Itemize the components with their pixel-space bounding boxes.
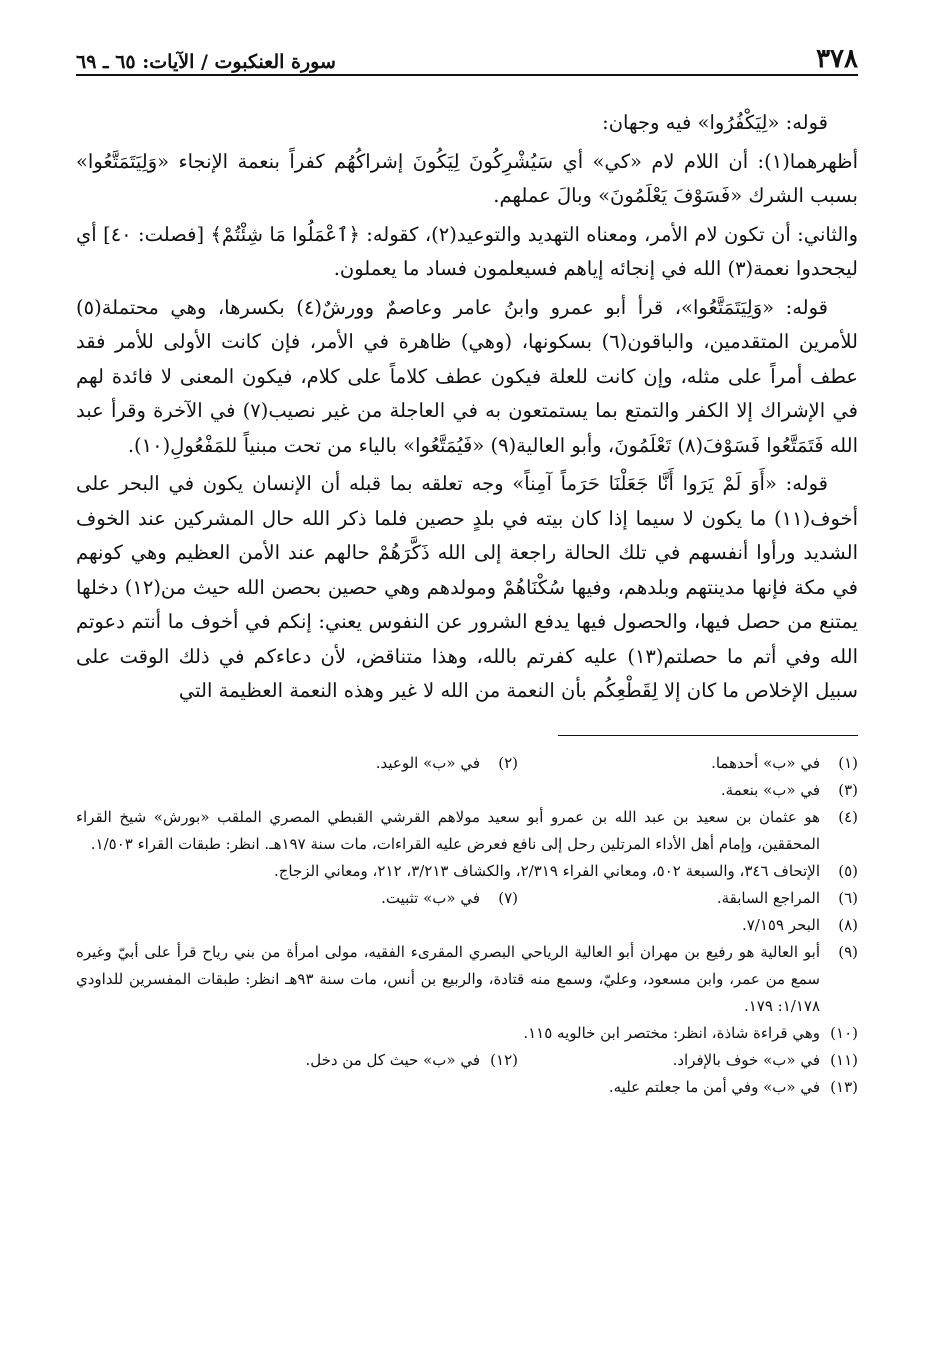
footnote-text: المراجع السابقة. <box>716 888 820 907</box>
footnote-8 <box>76 912 858 939</box>
footnote-text: في «ب» تثبيت. <box>381 888 480 907</box>
footnote-number: (١) <box>838 753 858 772</box>
footnote-5 <box>76 858 858 885</box>
footnotes <box>76 750 858 1101</box>
running-title: سورة العنكبوت / الآيات: ٦٥ ـ ٦٩ <box>76 51 336 73</box>
footnote-number: (١٣) <box>830 1077 858 1096</box>
footnote-2 <box>178 750 518 777</box>
footnote-number: (٤) <box>838 807 858 826</box>
footnote-text: في «ب» وفي أمن ما جعلتم عليه. <box>608 1077 820 1096</box>
footnote-number: (١١) <box>830 1050 858 1069</box>
footnote-text: وهي قراءة شاذة، انظر: مختصر ابن خالويه ١١٥. <box>523 1023 820 1042</box>
footnote-number: (١٢) <box>490 1050 518 1069</box>
footnote-6 <box>518 885 858 912</box>
paragraph-4: قوله: «وَلِيَتَمَتَّعُوا»، قرأ أبو عمرو وابنُ عامر وعاصمٌ وورشٌ(٤) بكسرها، وهي محتملة(٥) للأمرين المتقدمين، والباقون(٦) بسكونها، (وهي) ظاهرة في الأمر، فإن كانت الأولى للأمر فقد عطف أمراً على مثله، وإن كانت للعلة فيكون عطف كلاماً على كلام، فيكون المعنى لا فائدة لهم في الإشراك إلا الكفر والتمتع بما يستمتعون به في العاجلة من غير نصيب(٧) في الآخرة وقرأ عبد الله فَتَمَتَّعُوا فَسَوْفَ(٨) تَعْلَمُونَ، وأبو العالية(٩) «فَيُمَتَّعُوا» بالياء من تحت مبنياً للمَفْعُولِ(١٠). <box>76 295 858 457</box>
footnote-text: الإتحاف ٣٤٦، والسبعة ٥٠٢، ومعاني الفراء ٢/٣١٩، والكشاف ٣/٢١٣، ٢١٢، ومعاني الزجاج. <box>273 861 820 880</box>
footnote-row <box>76 1047 858 1074</box>
footnote-number: (٩) <box>838 942 858 961</box>
footnote-1 <box>518 750 858 777</box>
footnote-4 <box>76 804 858 858</box>
paragraph-2: أظهرهما(١): أن اللام لام «كي» أي سَيُشْرِكُونَ لِيَكُونَ إشراكُهُم كفراً بنعمة الإنجاء «وَلِيَتَمَتَّعُوا» بسبب الشرك «فَسَوْفَ يَعْلَمُونَ» وبالَ عملهم. <box>76 149 858 207</box>
footnote-separator <box>558 735 858 736</box>
footnote-number: (٨) <box>838 915 858 934</box>
footnote-text: في «ب» خوف بالإفراد. <box>672 1050 820 1069</box>
paragraph-3: والثاني: أن تكون لام الأمر، ومعناه التهديد والتوعيد(٢)، كقوله: ﴿ٱعْمَلُوا مَا شِئْتُمْ﴾ [فصلت: ٤٠] أي ليجحدوا نعمة(٣) الله في إنجائه إياهم فسيعلمون فساد ما يعملون. <box>76 222 858 280</box>
footnote-number: (٦) <box>838 888 858 907</box>
footnote-number: (٥) <box>838 861 858 880</box>
footnote-text: في «ب» الوعيد. <box>375 753 480 772</box>
footnote-text: في «ب» حيث كل من دخل. <box>305 1050 480 1069</box>
footnote-number: (٧) <box>498 888 518 907</box>
footnote-13 <box>76 1074 858 1101</box>
footnote-text: أبو العالية هو رفيع بن مهران أبو العالية الرياحي البصري المقرىء الفقيه، مولى امرأة من بني رياح قرأ على أبيّ وغيره سمع من عمر، وابن مسعود، وعليّ، وسمع منه قتادة، والربيع بن أنس، مات سنة ٩٣هـ انظر: طبقات المفسرين للداودي ١/١٧٨: ١٧٩. <box>76 942 820 1015</box>
footnote-12 <box>178 1047 518 1074</box>
footnote-number: (٣) <box>838 780 858 799</box>
footnote-3 <box>76 777 858 804</box>
paragraph-1: قوله: «لِيَكْفُرُوا» فيه وجهان: <box>602 111 828 134</box>
footnote-text: في «ب» بنعمة. <box>720 780 820 799</box>
footnote-10 <box>76 1020 858 1047</box>
footnote-11 <box>518 1047 858 1074</box>
paragraph-5: قوله: «أَوَ لَمْ يَرَوا أَنَّا جَعَلْنَا حَرَماً آمِناً» وجه تعلقه بما قبله أن الإنسان يكون في البحر على أخوف(١١) ما يكون لا سيما إذا كان بيته في بلدٍ حصين فلما ذكر الله حال المشركين عند الخوف الشديد ورأوا أنفسهم في تلك الحالة راجعة إلى الله ذَكَّرَهُمْ حالهم عند الأمن العظيم وهي كونهم في مكة فإنها مدينتهم وبلدهم، وفيها سُكْنَاهُمْ ومولدهم وهي حصين بحصن الله حيث من(١٢) دخلها يمتنع من حصل فيها، والحصول فيها يدفع الشرور عن النفوس يعني: إنكم في أخوف ما أنتم دعوتم الله وفي أتم ما حصلتم(١٣) عليه كفرتم بالله، وهذا متناقض، لأن دعاءكم في ذلك الوقت على سبيل الإخلاص ما كان إلا لِقَطْعِكُم بأن النعمة من الله لا غير وهذه النعمة العظيمة التي <box>76 472 858 702</box>
footnote-7 <box>178 885 518 912</box>
footnote-row <box>76 750 858 777</box>
footnote-text: هو عثمان بن سعيد بن عبد الله بن عمرو أبو سعيد مولاهم القرشي القبطي المصري الملقب «بورش» شيخ القراء المحققين، وإمام أهل الأداء المرتلين رحل إلى نافع فعرض عليه القراءات، مات سنة ١٩٧هـ. انظر: طبقات القراء ١/٥٠٣. <box>76 807 820 853</box>
footnote-number: (١٠) <box>830 1023 858 1042</box>
page-header <box>76 38 858 76</box>
page-number: ٣٧٨ <box>816 44 858 74</box>
footnote-number: (٢) <box>498 753 518 772</box>
footnote-9 <box>76 939 858 1020</box>
footnote-row <box>76 885 858 912</box>
footnote-text: البحر ٧/١٥٩. <box>741 915 820 934</box>
main-text <box>76 106 858 709</box>
footnote-text: في «ب» أحدهما. <box>711 753 820 772</box>
